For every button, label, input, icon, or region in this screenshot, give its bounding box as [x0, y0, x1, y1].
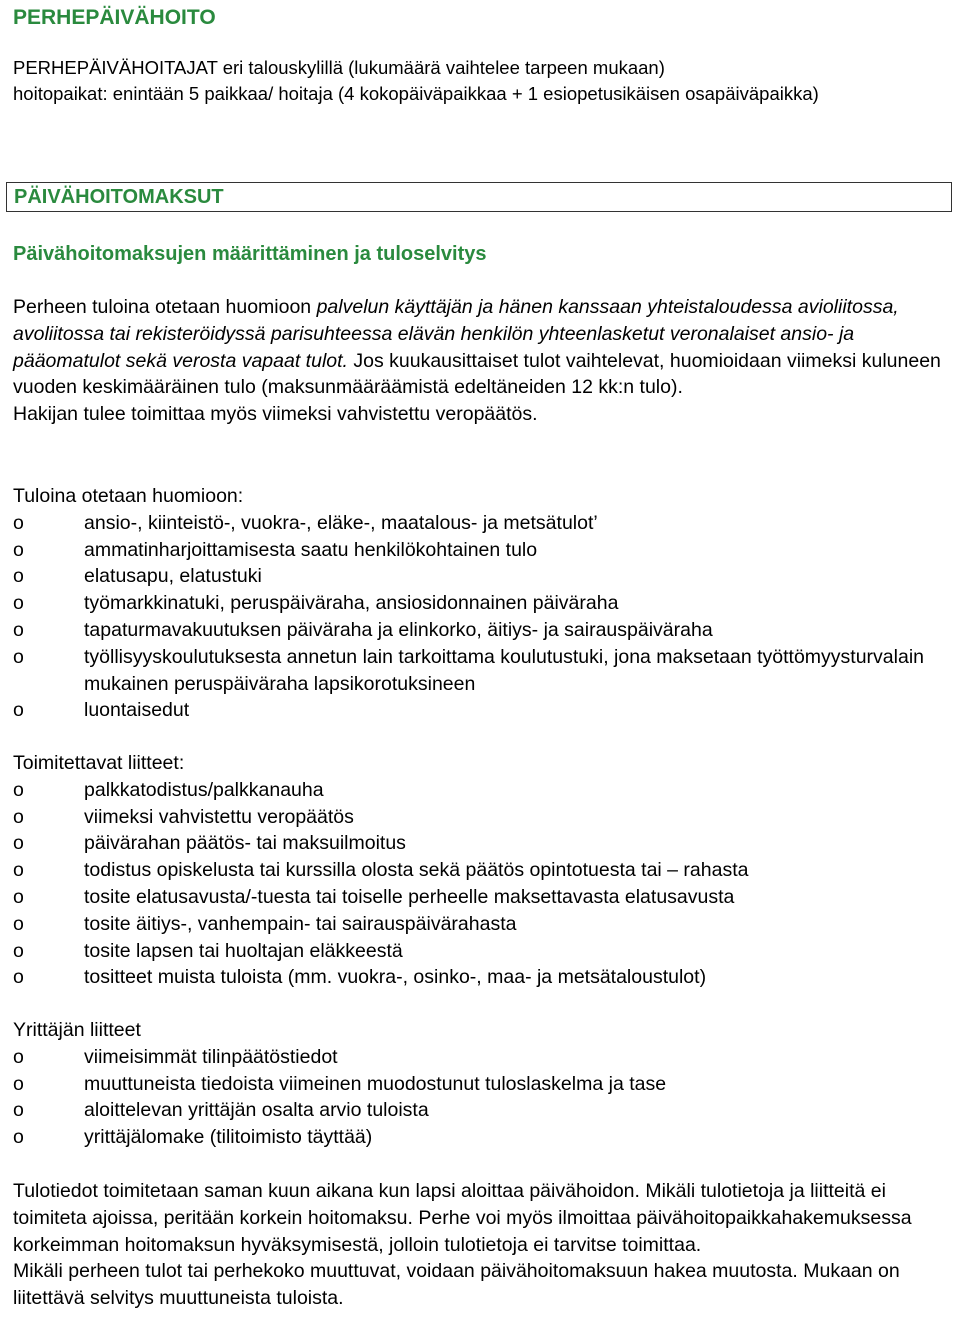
list-item [13, 938, 948, 965]
income-list-block [13, 483, 948, 724]
list-item-text: aloittelevan yrittäjän osalta arvio tuloista [84, 1099, 429, 1122]
bullet-marker: o [13, 912, 24, 935]
list-item [13, 804, 948, 831]
entrepreneur-block [13, 1017, 948, 1151]
list-item-text: päivärahan päätös- tai maksuilmoitus [84, 832, 406, 855]
list-item-text: tositteet muista tuloista (mm. vuokra-, osinko-, maa- ja metsätaloustulot) [84, 966, 707, 989]
list-item [13, 590, 948, 617]
bullet-marker: o [13, 1099, 24, 1122]
list-item-text: tosite lapsen tai huoltajan eläkkeestä [84, 939, 403, 962]
bullet-marker: o [13, 1126, 24, 1149]
entrepreneur-list [13, 1044, 948, 1151]
list-item [13, 830, 948, 857]
list-item [13, 697, 948, 724]
list-item [13, 1097, 948, 1124]
section-title-box [6, 182, 952, 212]
entrepreneur-heading: Yrittäjän liitteet [13, 1019, 141, 1041]
list-item-text: tosite elatusavusta/-tuesta tai toiselle perheelle maksettavasta elatusavusta [84, 885, 735, 908]
bullet-marker: o [13, 1072, 24, 1095]
attachments-heading: Toimitettavat liitteet: [13, 752, 185, 774]
bullet-marker: o [13, 778, 24, 801]
attachments-list [13, 777, 948, 991]
subheading: Päivähoitomaksujen määrittäminen ja tuloselvitys [13, 243, 487, 265]
attachments-block [13, 750, 948, 991]
income-paragraph [13, 294, 948, 428]
list-item-text: ammatinharjoittamisesta saatu henkilökohtainen tulo [84, 538, 538, 561]
list-item-text: viimeisimmät tilinpäätöstiedot [84, 1045, 338, 1068]
list-item [13, 964, 948, 991]
bullet-marker: o [13, 511, 24, 534]
list-item-text: työllisyyskoulutuksesta annetun lain tarkoittama koulutustuki, jona maksetaan työttömyysturvalain mukainen peruspäiväraha lapsikorotuksineen [84, 645, 925, 695]
list-item-text: elatusapu, elatustuki [84, 565, 262, 588]
closing-block [13, 1178, 948, 1312]
intro-block [13, 55, 948, 107]
bullet-marker: o [13, 699, 24, 722]
income-list [13, 510, 948, 724]
income-italic: palvelun käyttäjän ja hänen kanssaan yhteistaloudessa avioliitossa, avoliitossa tai rekisteröidyssä parisuhteessa elävän henkilön yhteenlasketut veronalaiset ansio- ja pääomatulot sekä verosta vapaat tulot. [13, 296, 899, 372]
list-item [13, 617, 948, 644]
list-item [13, 857, 948, 884]
bullet-marker: o [13, 1045, 24, 1068]
income-list-heading: Tuloina otetaan huomioon: [13, 485, 244, 507]
list-item [13, 1044, 948, 1071]
bullet-marker: o [13, 645, 24, 668]
list-item [13, 1124, 948, 1151]
bullet-marker: o [13, 618, 24, 641]
list-item-text: tosite äitiys-, vanhempain- tai sairauspäivärahasta [84, 912, 517, 935]
list-item [13, 563, 948, 590]
list-item-text: luontaisedut [84, 699, 190, 722]
list-item-text: yrittäjälomake (tilitoimisto täyttää) [84, 1126, 373, 1149]
list-item-text: todistus opiskelusta tai kurssilla olosta sekä päätös opintotuesta tai – rahasta [84, 859, 749, 882]
list-item [13, 1071, 948, 1098]
income-last: Hakijan tulee toimittaa myös viimeksi vahvistettu veropäätös. [13, 403, 538, 426]
income-rest: Jos kuukausittaiset tulot vaihtelevat, huomioidaan viimeksi kuluneen vuoden keskimääräinen tulo (maksunmääräämistä edeltäneiden 12 kk:n tulo). [13, 349, 941, 399]
list-item-text: palkkatodistus/palkkanauha [84, 778, 324, 801]
list-item [13, 884, 948, 911]
list-item-text: tapaturmavakuutuksen päiväraha ja elinkorko, äitiys- ja sairauspäiväraha [84, 618, 713, 641]
list-item [13, 510, 948, 537]
list-item-text: viimeksi vahvistettu veropäätös [84, 805, 354, 828]
bullet-marker: o [13, 885, 24, 908]
list-item [13, 911, 948, 938]
section-title: PÄIVÄHOITOMAKSUT [14, 185, 224, 208]
intro-line: PERHEPÄIVÄHOITAJAT eri talouskylillä (lukumäärä vaihtelee tarpeen mukaan) [13, 57, 665, 78]
list-item [13, 777, 948, 804]
closing-paragraph: Tulotiedot toimitetaan saman kuun aikana kun lapsi aloittaa päivähoidon. Mikäli tulotietoja ja liitteitä ei toimiteta ajoissa, peritään korkein hoitomaksu. Perhe voi myös ilmoittaa päivähoitopaikkahakemuksessa korkeimman hoitomaksun hyväksymisestä, jolloin tulotietoja ei tarvitse toimittaa. [13, 1180, 912, 1256]
list-item [13, 644, 948, 698]
list-item-text: työmarkkinatuki, peruspäiväraha, ansiosidonnainen päiväraha [84, 592, 619, 615]
list-item [13, 537, 948, 564]
bullet-marker: o [13, 832, 24, 855]
list-item-text: muuttuneista tiedoista viimeinen muodostunut tuloslaskelma ja tase [84, 1072, 667, 1095]
bullet-marker: o [13, 565, 24, 588]
bullet-marker: o [13, 859, 24, 882]
bullet-marker: o [13, 966, 24, 989]
bullet-marker: o [13, 939, 24, 962]
income-lead: Perheen tuloina otetaan huomioon [13, 296, 317, 318]
intro-line: hoitopaikat: enintään 5 paikkaa/ hoitaja (4 kokopäiväpaikkaa + 1 esiopetusikäisen osapäiväpaikka) [13, 83, 819, 104]
closing-paragraph: Mikäli perheen tulot tai perhekoko muuttuvat, voidaan päivähoitomaksuun hakea muutosta. Mukaan on liitettävä selvitys muuttuneista tuloista. [13, 1260, 900, 1310]
page-title: PERHEPÄIVÄHOITO [13, 6, 216, 29]
bullet-marker: o [13, 592, 24, 615]
bullet-marker: o [13, 805, 24, 828]
list-item-text: ansio-, kiinteistö-, vuokra-, eläke-, maatalous- ja metsätulot’ [84, 511, 598, 534]
bullet-marker: o [13, 538, 24, 561]
